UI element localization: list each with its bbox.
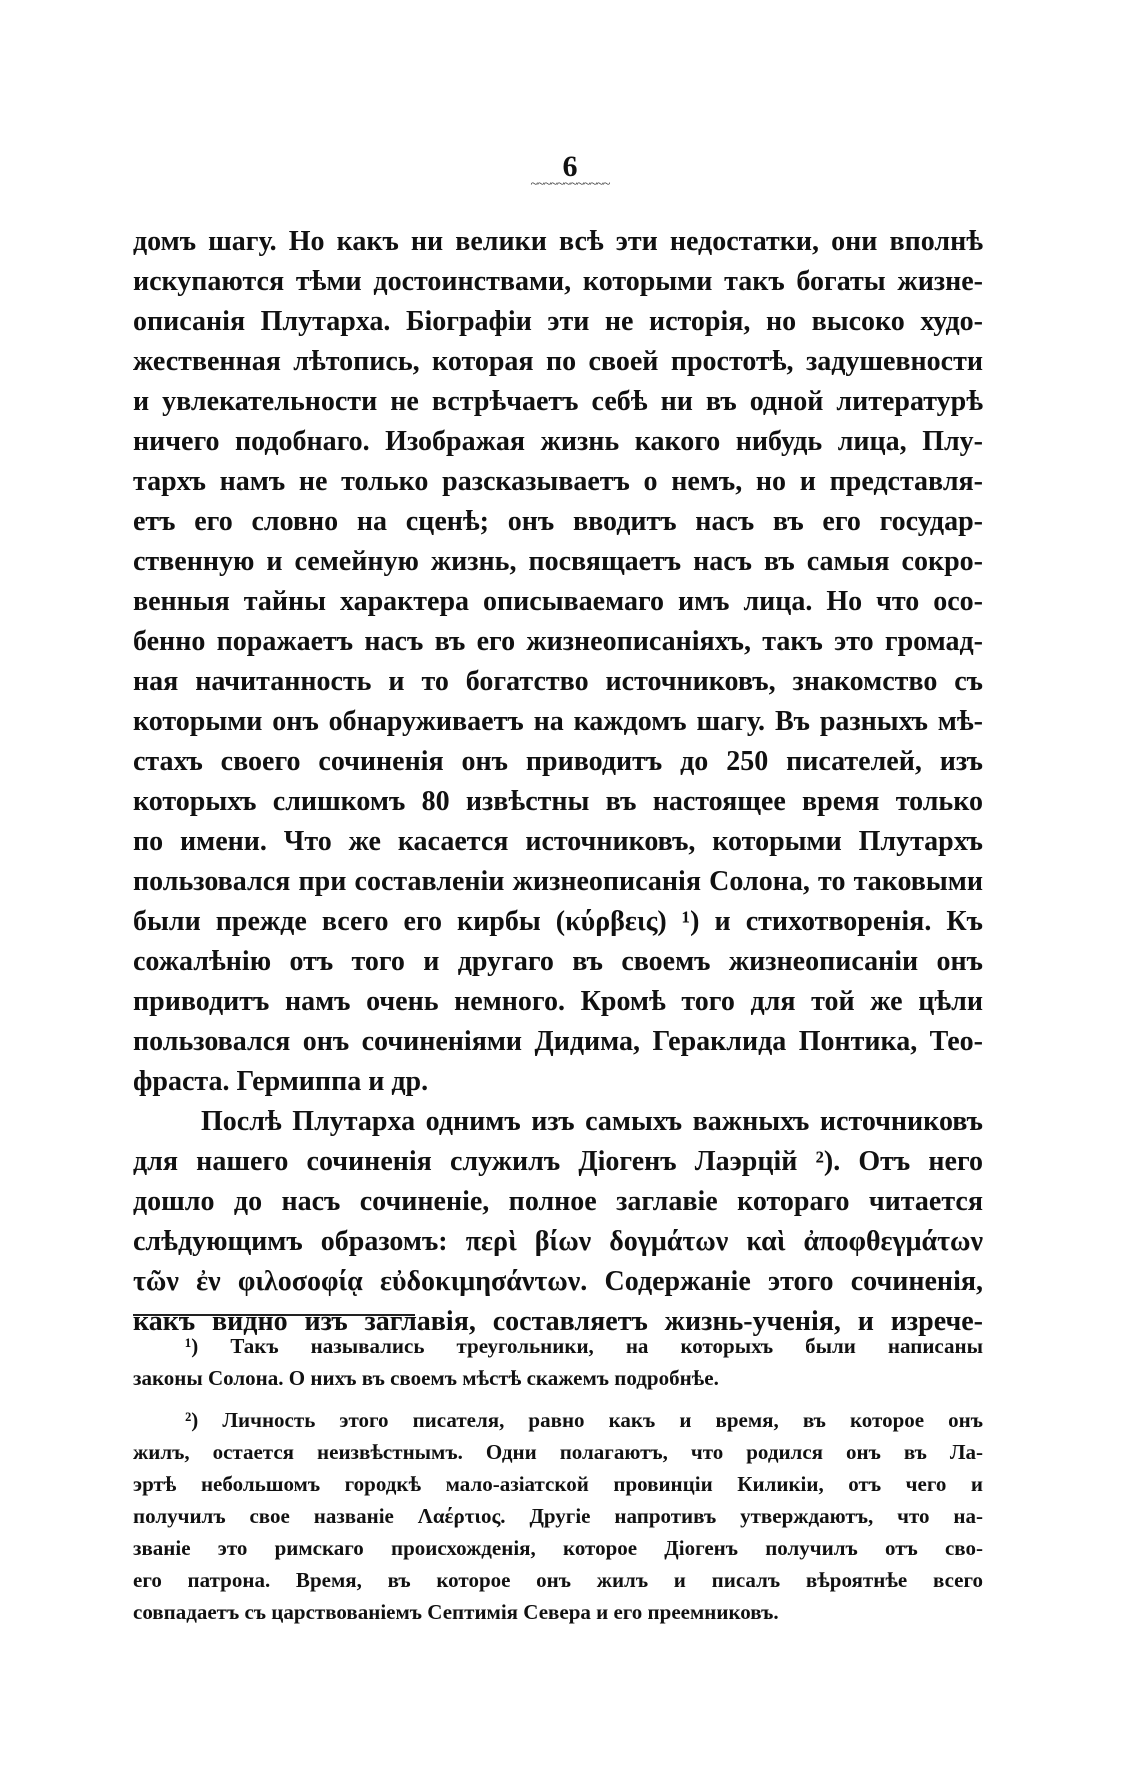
body-line: были прежде всего его кирбы (κύρβεις) ¹) и стихотворенія. Къ xyxy=(133,906,983,937)
footnote-line: ²) Личность этого писателя, равно какъ и время, въ которое онъ xyxy=(185,1408,983,1432)
body-line: венныя тайны характера описываемаго имъ лица. Но что осо- xyxy=(133,586,983,617)
body-line: ничего подобнаго. Изображая жизнь какого нибудь лица, Плу- xyxy=(133,426,983,457)
body-line: етъ его словно на сценѣ; онъ вводитъ насъ въ его государ- xyxy=(133,506,983,537)
body-line: и увлекательности не встрѣчаетъ себѣ ни въ одной литературѣ xyxy=(133,386,983,417)
body-line: приводитъ намъ очень немного. Кромѣ того для той же цѣли xyxy=(133,986,983,1017)
body-line: стахъ своего сочиненія онъ приводитъ до 250 писателей, изъ xyxy=(133,746,983,777)
body-line: описанія Плутарха. Біографіи эти не исторія, но высоко худо- xyxy=(133,306,983,337)
body-line: для нашего сочиненія служилъ Діогенъ Лаэрцій ²). Отъ него xyxy=(133,1146,983,1177)
footnotes xyxy=(133,1330,983,1628)
body-line: искупаются тѣми достоинствами, которыми такъ богаты жизне- xyxy=(133,266,983,297)
body-line: пользовался онъ сочиненіями Дидима, Гераклида Понтика, Тео- xyxy=(133,1026,983,1057)
body-line: τῶν ἐν φιλοσοφίᾳ εὐδοκιμησάντων. Содержаніе этого сочиненія, xyxy=(133,1266,983,1297)
footnote-line: званіе это римскаго происхожденія, которое Діогенъ получилъ отъ сво- xyxy=(133,1536,983,1560)
body-line: ственную и семейную жизнь, посвящаетъ насъ въ самыя сокро- xyxy=(133,546,983,577)
footnote-line: законы Солона. О нихъ въ своемъ мѣстѣ скажемъ подробнѣе. xyxy=(133,1366,719,1390)
footnote-2 xyxy=(133,1404,983,1628)
body-line: сожалѣнію отъ того и другаго въ своемъ жизнеописаніи онъ xyxy=(133,946,983,977)
body-line: жественная лѣтопись, которая по своей простотѣ, задушевности xyxy=(133,346,983,377)
body-line: какъ видно изъ заглавія, составляетъ жизнь-ученія, и изрече- xyxy=(133,1306,983,1337)
body-line: по имени. Что же касается источниковъ, которыми Плутархъ xyxy=(133,826,983,857)
footnote-line: жилъ, остается неизвѣстнымъ. Одни полагаютъ, что родился онъ въ Ла- xyxy=(133,1440,983,1464)
footnote-line: совпадаетъ съ царствованіемъ Септимія Севера и его преемниковъ. xyxy=(133,1600,779,1624)
body-line: слѣдующимъ образомъ: περὶ βίων δογμάτων καὶ ἀποφθεγμάτων xyxy=(133,1226,983,1257)
body-line: которыми онъ обнаруживаетъ на каждомъ шагу. Въ разныхъ мѣ- xyxy=(133,706,983,737)
body-line: Послѣ Плутарха однимъ изъ самыхъ важныхъ источниковъ xyxy=(201,1106,983,1137)
body-line: дошло до насъ сочиненіе, полное заглавіе котораго читается xyxy=(133,1186,983,1217)
body-line: ная начитанность и то богатство источниковъ, знакомство съ xyxy=(133,666,983,697)
footnote-line: ¹) Такъ назывались треугольники, на которыхъ были написаны xyxy=(185,1334,983,1358)
footnote-1 xyxy=(133,1330,983,1394)
body-line: фраста. Гермиппа и др. xyxy=(133,1066,429,1097)
body-line: домъ шагу. Но какъ ни велики всѣ эти недостатки, они вполнѣ xyxy=(133,226,983,257)
footnote-line: эртѣ небольшомъ городкѣ мало-азіатской провинціи Киликіи, отъ чего и xyxy=(133,1472,983,1496)
footnote-line: получилъ свое названіе Λαέρτιος. Другіе напротивъ утверждаютъ, что на- xyxy=(133,1504,983,1528)
page-number: 6 xyxy=(562,150,578,183)
body-line: тархъ намъ не только разсказываетъ о немъ, но и представля- xyxy=(133,466,983,497)
page-number-ornament: ~~~~~~~~~~~~ xyxy=(530,177,610,192)
body-line: пользовался при составленіи жизнеописанія Солона, то таковыми xyxy=(133,866,983,897)
footnote-divider xyxy=(133,1314,415,1316)
body-text xyxy=(133,222,983,1342)
body-line: которыхъ слишкомъ 80 извѣстны въ настоящее время только xyxy=(133,786,983,817)
footnote-line: его патрона. Время, въ которое онъ жилъ и писалъ вѣроятнѣе всего xyxy=(133,1568,983,1592)
footnote-gap xyxy=(133,1394,983,1404)
body-line: бенно поражаетъ насъ въ его жизнеописаніяхъ, такъ это громад- xyxy=(133,626,983,657)
